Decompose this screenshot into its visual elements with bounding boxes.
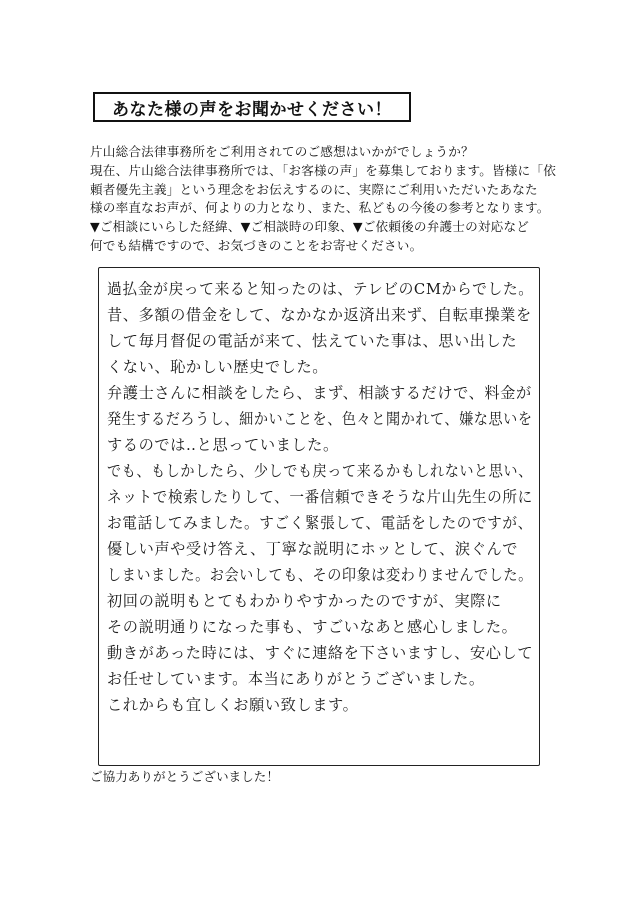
heading-box [93,92,411,122]
intro-line: 頼者優先主義」という理念をお伝えするのに、実際にご利用いただいたあなた [90,181,538,197]
handwritten-line: 昔、多額の借金をして、なかなか返済出来ず、自転車操業を [107,306,532,324]
handwritten-line: くない、恥かしい歴史でした。 [107,358,329,376]
handwritten-line: 動きがあった時には、すぐに連絡を下さいますし、安心して [107,644,533,662]
handwritten-text [107,276,533,718]
handwritten-line: これからも宜しくお願い致します。 [107,696,359,714]
handwritten-letter-box [98,267,540,766]
handwritten-line: して毎月督促の電話が来て、怯えていた事は、思い出した [107,332,518,350]
handwritten-line: しまいました。お会いしても、その印象は変わりませんでした。 [107,566,533,584]
intro-line: 何でも結構ですので、お気づきのことをお寄せください。 [90,237,423,253]
intro-line: ▼ご相談にいらした経緯、▼ご相談時の印象、▼ご依頼後の弁護士の対応など [90,219,530,235]
handwritten-line: お電話してみました。すごく緊張して、電話をしたのですが、 [107,514,533,532]
handwritten-line: 弁護士さんに相談をしたら、まず、相談するだけで、料金が [107,384,532,402]
handwritten-line: 初回の説明もとてもわかりやすかったのですが、実際に [107,592,502,610]
handwritten-line: でも、もしかしたら、少しでも戻って来るかもしれないと思い、 [107,462,533,480]
intro-line: 様の率直なお声が、何よりの力となり、また、私どもの今後の参考となります。 [90,200,550,216]
intro-line: 片山総合法律事務所をご利用されてのご感想はいかがでしょうか？ [90,144,474,159]
intro-line: 現在、片山総合法律事務所では、「お客様の声」を募集しております。皆様に「依 [90,162,557,178]
handwritten-line: お任せしています。本当にありがとうございました。 [107,670,485,688]
handwritten-line: ネットで検索したりして、一番信頼できそうな片山先生の所に [107,488,533,506]
page-title: あなた様の声をお聞かせください！ [112,99,392,120]
intro-text [90,143,560,256]
handwritten-line: 発生するだろうし、細かいことを、色々と聞かれて、嫌な思いを [107,410,533,428]
thank-you-note: ご協力ありがとうございました！ [90,769,279,784]
handwritten-line: するのでは‥と思っていました。 [107,436,339,454]
handwritten-line: 優しい声や受け答え、丁寧な説明にホッとして、涙ぐんで [107,540,519,558]
handwritten-line: その説明通りになった事も、すごいなあと感心しました。 [107,618,518,636]
handwritten-line: 過払金が戻って来ると知ったのは、テレビのCMからでした。 [107,280,534,298]
